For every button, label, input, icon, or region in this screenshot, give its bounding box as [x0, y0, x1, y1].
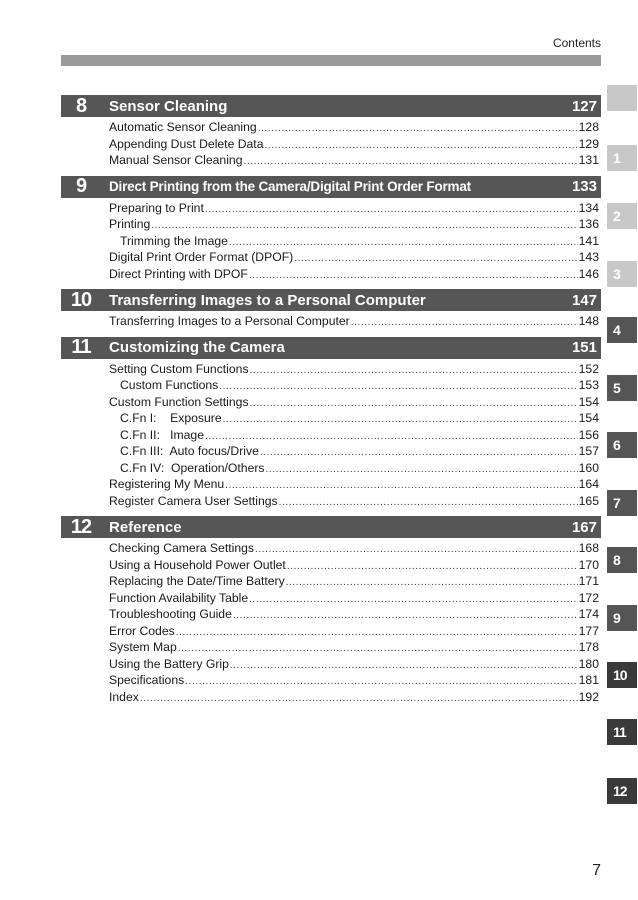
entry-page: 181: [578, 673, 599, 687]
dot-leader: [249, 270, 578, 281]
section-page: 133: [571, 178, 597, 195]
toc-entry[interactable]: [61, 411, 601, 428]
dot-leader: [260, 447, 578, 458]
entry-page: 152: [578, 361, 599, 376]
page-number: 7: [592, 862, 601, 879]
section-title: Sensor Cleaning: [109, 97, 228, 115]
toc-entry[interactable]: [61, 624, 601, 641]
dot-leader: [140, 693, 578, 704]
entry-label: Digital Print Order Format (DPOF): [109, 250, 294, 264]
section-page: 147: [571, 291, 597, 309]
entry-label: Appending Dust Delete Data: [109, 136, 264, 151]
toc-entry[interactable]: [61, 461, 601, 478]
toc-entry[interactable]: [61, 640, 601, 657]
dot-leader: [178, 643, 578, 654]
entry-label: Function Availability Table: [109, 590, 249, 605]
entry-page: 178: [578, 640, 599, 654]
toc-entry[interactable]: [61, 153, 601, 170]
toc-entry[interactable]: [61, 673, 601, 690]
toc-entry[interactable]: [61, 137, 601, 154]
entry-page: 156: [578, 427, 599, 442]
entry-label: System Map: [109, 640, 177, 654]
entry-label: C.Fn II: Image: [120, 427, 204, 442]
entry-label: C.Fn III: Auto focus/Drive: [120, 444, 259, 458]
toc-entry[interactable]: [61, 574, 601, 591]
toc-entry[interactable]: [61, 444, 601, 461]
header-rule: [61, 55, 601, 66]
section-number: 10: [70, 288, 92, 311]
toc-entry[interactable]: [61, 267, 601, 284]
toc-entry[interactable]: [61, 428, 601, 445]
toc-entry[interactable]: [61, 395, 601, 412]
entry-label: Troubleshooting Guide: [109, 607, 232, 621]
dot-leader: [223, 414, 578, 425]
entry-label: C.Fn IV: Operation/Others: [120, 460, 265, 475]
section-title: Direct Printing from the Camera/Digital Print Order Format: [109, 179, 471, 194]
dot-leader: [205, 431, 578, 442]
dot-leader: [233, 610, 578, 621]
entry-label: Trimming the Image: [120, 233, 228, 248]
dot-leader: [294, 253, 577, 264]
dot-leader: [250, 398, 578, 409]
toc-entry[interactable]: [61, 201, 601, 218]
dot-leader: [243, 156, 577, 167]
table-of-contents: [61, 95, 601, 712]
entry-label: Transferring Images to a Personal Computer: [109, 314, 350, 328]
toc-entry[interactable]: [61, 477, 601, 494]
toc-entry[interactable]: [61, 217, 601, 234]
entry-page: 180: [578, 656, 599, 671]
entry-page: 165: [578, 493, 599, 508]
entry-label: C.Fn I: Exposure: [120, 411, 222, 425]
chapter-tab[interactable]: 4: [607, 317, 637, 343]
entry-page: 164: [578, 477, 599, 491]
entry-label: Using the Battery Grip: [109, 656, 229, 671]
entry-page: 154: [578, 411, 599, 425]
dot-leader: [286, 577, 578, 588]
section-header[interactable]: [61, 176, 601, 198]
chapter-tab[interactable]: 5: [607, 375, 637, 401]
dot-leader: [205, 204, 578, 215]
dot-leader: [258, 123, 578, 134]
entry-page: 157: [578, 444, 599, 458]
entry-label: Register Camera User Settings: [109, 493, 278, 508]
entry-page: 143: [578, 250, 599, 264]
page-header-title: Contents: [552, 36, 601, 50]
dot-leader: [185, 676, 577, 687]
chapter-tab[interactable]: 9: [607, 605, 637, 631]
section-page: 151: [571, 339, 597, 356]
chapter-tab[interactable]: 11: [607, 719, 637, 745]
dot-leader: [287, 561, 578, 572]
chapter-tab[interactable]: 8: [607, 547, 637, 573]
dot-leader: [249, 594, 578, 605]
dot-leader: [219, 381, 577, 392]
dot-leader: [255, 544, 578, 555]
entry-page: 170: [578, 557, 599, 572]
toc-entry[interactable]: [61, 541, 601, 558]
toc-entry[interactable]: [61, 607, 601, 624]
entry-label: Custom Function Settings: [109, 394, 249, 409]
toc-section: [61, 337, 601, 513]
entry-label: Automatic Sensor Cleaning: [109, 120, 257, 134]
section-header[interactable]: [61, 337, 601, 359]
entry-label: Replacing the Date/Time Battery: [109, 574, 285, 588]
entry-label: Preparing to Print: [109, 200, 204, 215]
entry-label: Setting Custom Functions: [109, 361, 249, 376]
section-number: 12: [70, 515, 92, 538]
section-header[interactable]: [61, 95, 601, 117]
entry-label: Custom Functions: [120, 378, 219, 392]
entry-page: 141: [578, 233, 599, 248]
toc-entry[interactable]: [61, 558, 601, 575]
entry-page: 153: [578, 378, 599, 392]
toc-entry[interactable]: [61, 250, 601, 267]
section-number: 8: [75, 94, 87, 117]
entry-page: 146: [578, 266, 599, 281]
toc-entry[interactable]: [61, 591, 601, 608]
section-header[interactable]: [61, 289, 601, 311]
entry-label: Error Codes: [109, 623, 175, 638]
entry-page: 129: [578, 136, 599, 151]
entry-label: Specifications: [109, 673, 185, 687]
toc-entry[interactable]: [61, 378, 601, 395]
section-title: Customizing the Camera: [109, 339, 285, 356]
toc-entry[interactable]: [61, 314, 601, 331]
entry-label: Registering My Menu: [109, 477, 225, 491]
chapter-tab[interactable]: 2: [607, 203, 637, 229]
chapter-tab[interactable]: 1: [607, 145, 637, 171]
section-header[interactable]: [61, 516, 601, 538]
entry-label: Index: [109, 689, 139, 704]
dot-leader: [151, 220, 577, 231]
section-number: 9: [75, 175, 87, 197]
toc-entry[interactable]: [61, 362, 601, 379]
entry-page: 148: [578, 314, 599, 328]
chapter-tab[interactable]: 6: [607, 432, 637, 458]
section-page: 127: [571, 97, 597, 115]
section-title: Transferring Images to a Personal Computer: [109, 291, 426, 309]
toc-section: [61, 289, 601, 333]
dot-leader: [279, 497, 578, 508]
entry-label: Printing: [109, 217, 151, 231]
dot-leader: [264, 140, 577, 151]
dot-leader: [229, 237, 578, 248]
dot-leader: [351, 317, 578, 328]
entry-page: 192: [578, 689, 599, 704]
toc-entry[interactable]: [61, 234, 601, 251]
toc-entry[interactable]: [61, 120, 601, 137]
entry-page: 168: [578, 541, 599, 555]
toc-entry[interactable]: [61, 494, 601, 511]
entry-page: 136: [578, 217, 599, 231]
toc-section: [61, 516, 601, 708]
entry-label: Direct Printing with DPOF: [109, 266, 248, 281]
entry-page: 174: [578, 607, 599, 621]
dot-leader: [250, 365, 578, 376]
section-page: 167: [571, 518, 597, 536]
dot-leader: [266, 464, 578, 475]
chapter-tab[interactable]: 12: [607, 778, 637, 804]
entry-page: 171: [578, 574, 599, 588]
dot-leader: [230, 660, 578, 671]
toc-entry[interactable]: [61, 690, 601, 707]
entry-page: 154: [578, 394, 599, 409]
chapter-tab[interactable]: 10: [607, 662, 637, 688]
toc-section: [61, 176, 601, 286]
toc-entry[interactable]: [61, 657, 601, 674]
section-title: Reference: [109, 518, 182, 536]
entry-page: 172: [578, 590, 599, 605]
entry-page: 160: [578, 460, 599, 475]
entry-label: Manual Sensor Cleaning: [109, 153, 243, 167]
section-number: 11: [71, 336, 91, 358]
toc-section: [61, 95, 601, 172]
dot-leader: [176, 627, 578, 638]
chapter-tab[interactable]: 7: [607, 490, 637, 516]
dot-leader: [225, 480, 578, 491]
entry-page: 134: [578, 200, 599, 215]
entry-page: 131: [578, 153, 599, 167]
entry-label: Using a Household Power Outlet: [109, 557, 286, 572]
entry-page: 128: [578, 120, 599, 134]
chapter-tab[interactable]: 3: [607, 261, 637, 287]
entry-label: Checking Camera Settings: [109, 541, 254, 555]
entry-page: 177: [578, 623, 599, 638]
chapter-tab[interactable]: [607, 85, 637, 111]
